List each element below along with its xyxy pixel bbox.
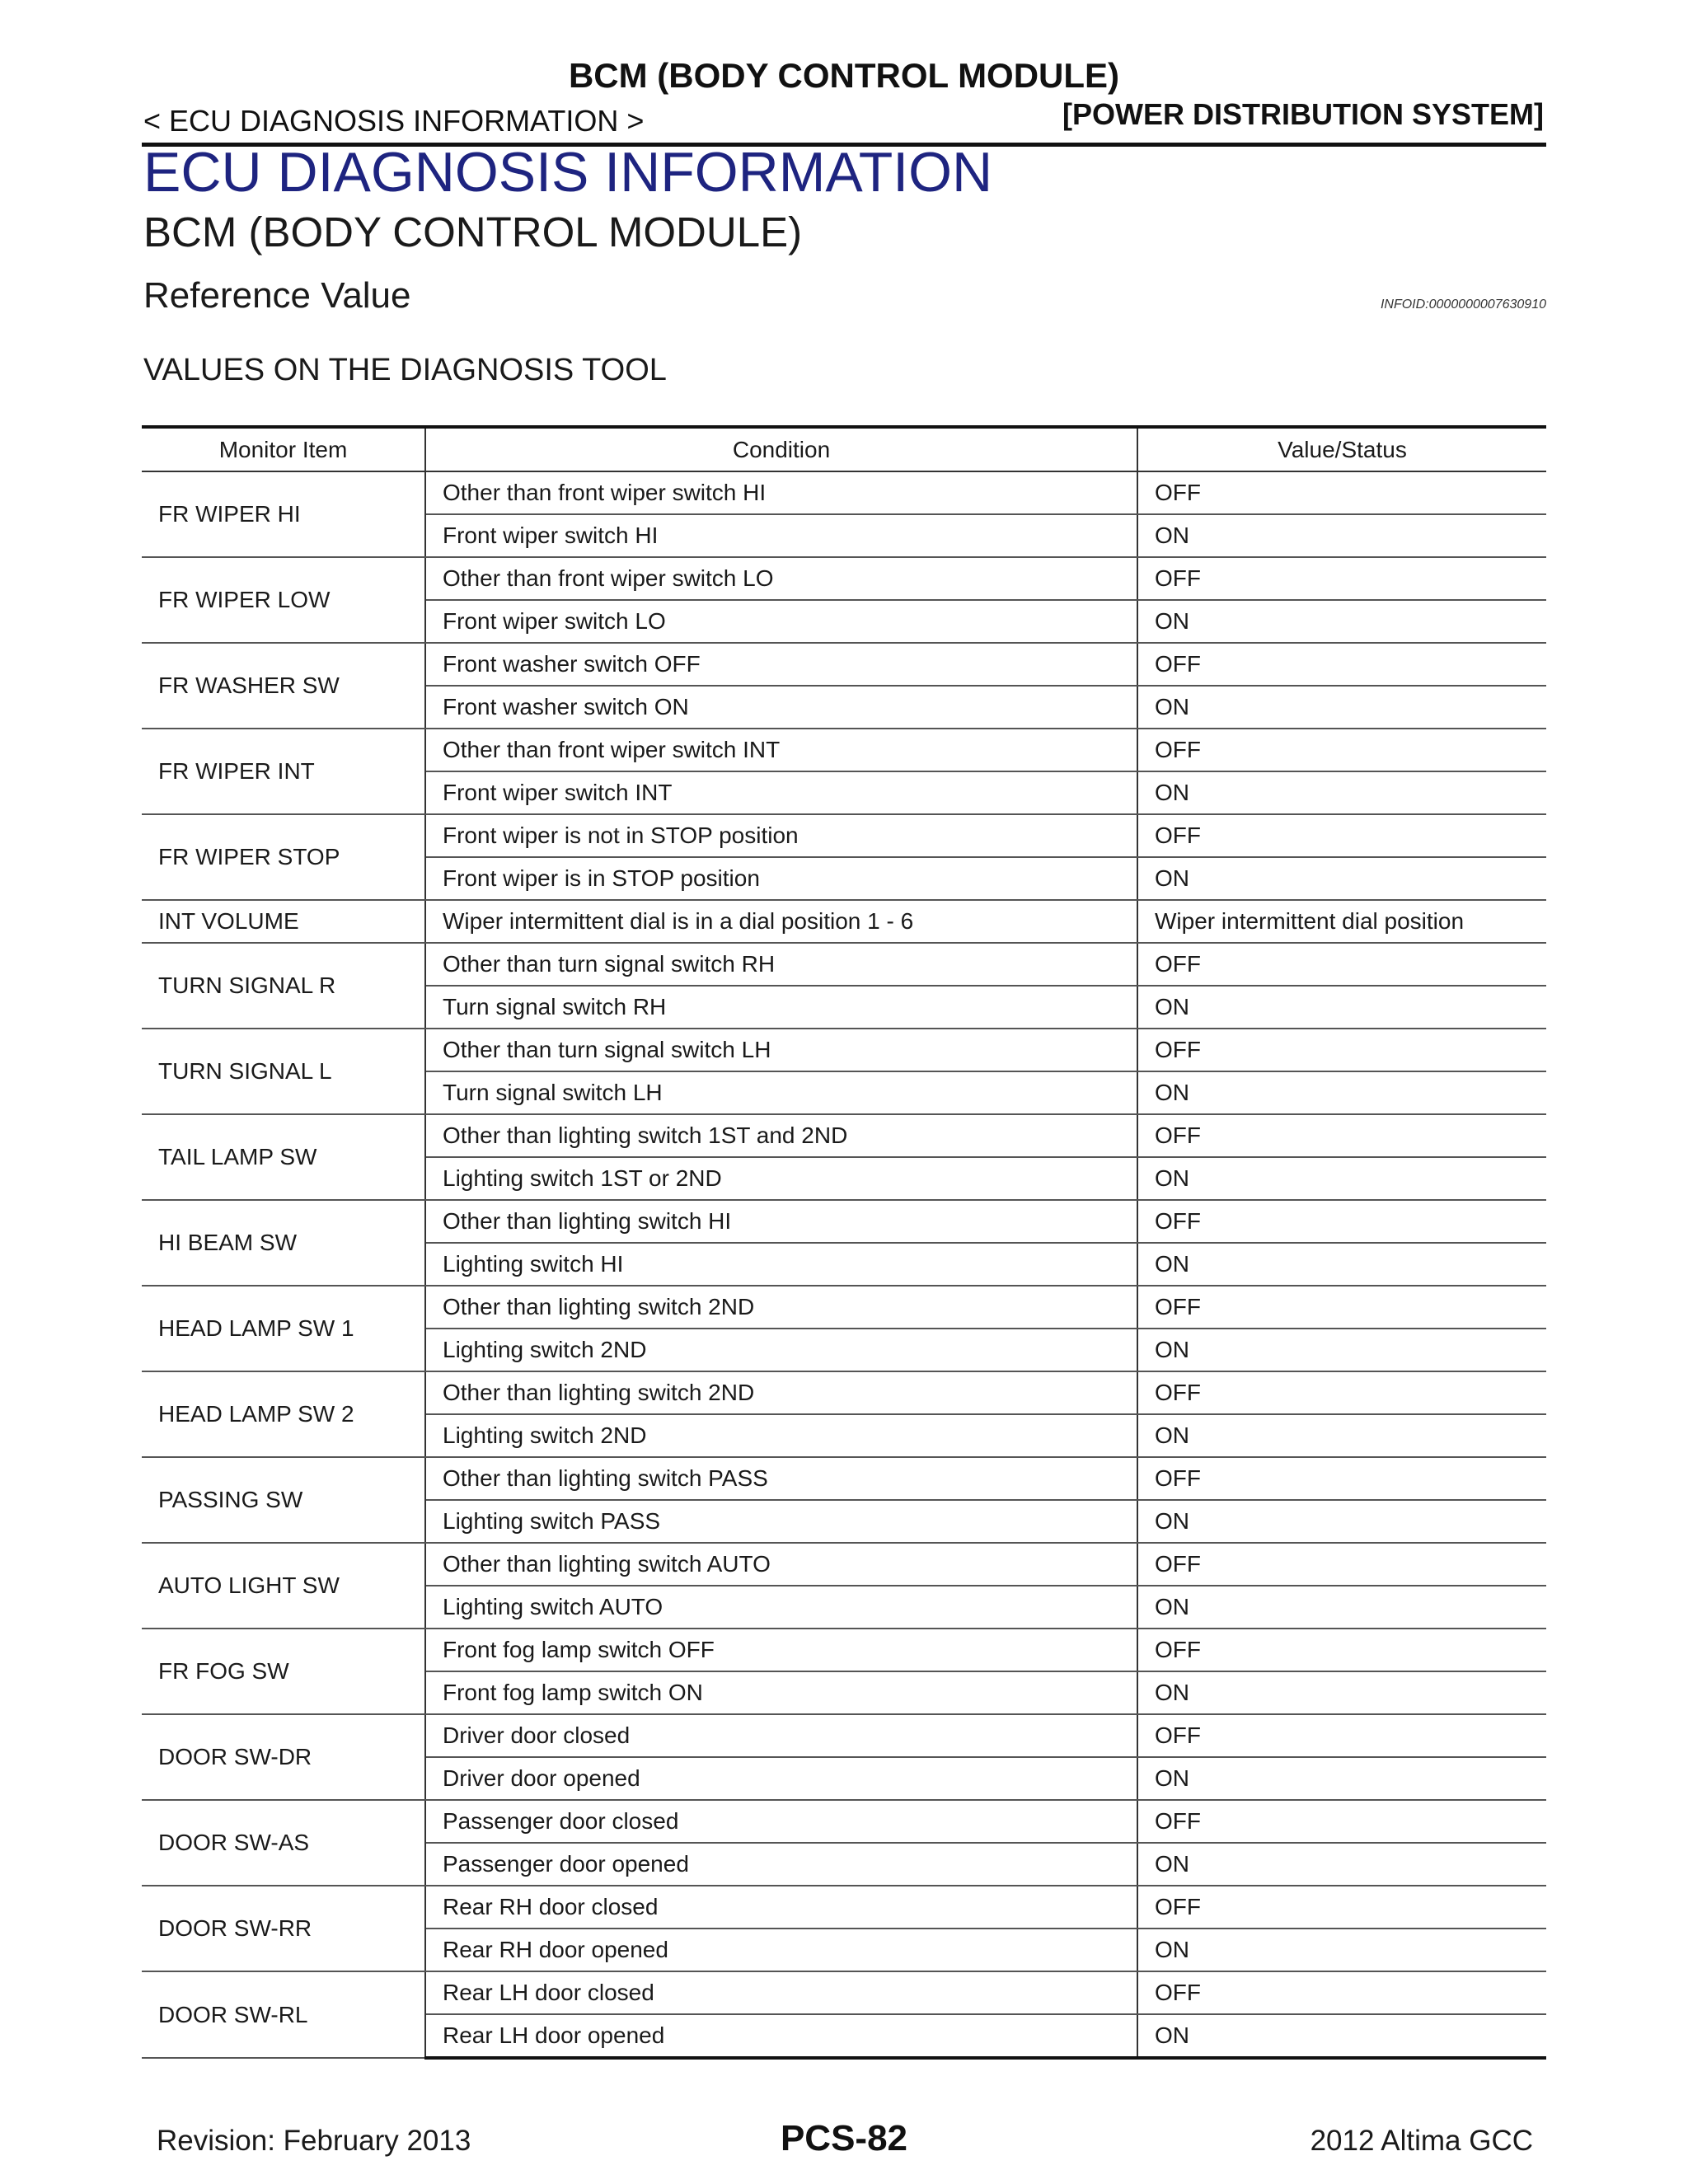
value-status-cell: OFF bbox=[1137, 1886, 1546, 1929]
monitor-item-cell: TAIL LAMP SW bbox=[142, 1114, 425, 1200]
value-status-cell: ON bbox=[1137, 514, 1546, 557]
condition-cell: Passenger door closed bbox=[425, 1800, 1137, 1843]
condition-cell: Wiper intermittent dial is in a dial position 1 - 6 bbox=[425, 900, 1137, 943]
table-row bbox=[142, 1543, 1546, 1586]
condition-cell: Other than front wiper switch INT bbox=[425, 729, 1137, 771]
value-status-cell: ON bbox=[1137, 1586, 1546, 1629]
value-status-cell: OFF bbox=[1137, 471, 1546, 514]
table-row bbox=[142, 1371, 1546, 1414]
value-status-cell: ON bbox=[1137, 1929, 1546, 1971]
value-status-cell: OFF bbox=[1137, 1029, 1546, 1071]
monitor-item-cell: PASSING SW bbox=[142, 1457, 425, 1543]
footer-page-number: PCS-82 bbox=[780, 2118, 908, 2158]
value-status-cell: Wiper intermittent dial position bbox=[1137, 900, 1546, 943]
table-row bbox=[142, 1029, 1546, 1071]
page-header-title: BCM (BODY CONTROL MODULE) bbox=[568, 56, 1120, 95]
condition-cell: Front fog lamp switch OFF bbox=[425, 1629, 1137, 1671]
value-status-cell: OFF bbox=[1137, 729, 1546, 771]
condition-cell: Other than lighting switch HI bbox=[425, 1200, 1137, 1243]
monitor-item-cell: DOOR SW-DR bbox=[142, 1714, 425, 1800]
table-row bbox=[142, 1629, 1546, 1671]
condition-cell: Front wiper is not in STOP position bbox=[425, 814, 1137, 857]
condition-cell: Front washer switch OFF bbox=[425, 643, 1137, 686]
table-row bbox=[142, 943, 1546, 986]
monitor-item-cell: AUTO LIGHT SW bbox=[142, 1543, 425, 1629]
value-status-cell: OFF bbox=[1137, 1714, 1546, 1757]
table-row bbox=[142, 1200, 1546, 1243]
monitor-item-cell: HEAD LAMP SW 1 bbox=[142, 1286, 425, 1371]
value-status-cell: OFF bbox=[1137, 943, 1546, 986]
info-id: INFOID:0000000007630910 bbox=[1380, 298, 1546, 312]
table-row bbox=[142, 1114, 1546, 1157]
value-status-cell: ON bbox=[1137, 857, 1546, 900]
value-status-cell: ON bbox=[1137, 986, 1546, 1029]
value-status-cell: ON bbox=[1137, 1671, 1546, 1714]
value-status-cell: ON bbox=[1137, 771, 1546, 814]
value-status-cell: OFF bbox=[1137, 1371, 1546, 1414]
value-status-cell: ON bbox=[1137, 1757, 1546, 1800]
value-status-cell: OFF bbox=[1137, 814, 1546, 857]
table-row bbox=[142, 1286, 1546, 1329]
monitor-item-cell: DOOR SW-AS bbox=[142, 1800, 425, 1886]
value-status-cell: ON bbox=[1137, 1843, 1546, 1886]
monitor-item-cell: TURN SIGNAL R bbox=[142, 943, 425, 1029]
column-header-value-status: Value/Status bbox=[1137, 427, 1546, 471]
table-row bbox=[142, 643, 1546, 686]
system-label: [POWER DISTRIBUTION SYSTEM] bbox=[1062, 97, 1544, 131]
column-header-condition: Condition bbox=[425, 427, 1137, 471]
monitor-item-cell: TURN SIGNAL L bbox=[142, 1029, 425, 1114]
value-status-cell: ON bbox=[1137, 1329, 1546, 1371]
value-status-cell: ON bbox=[1137, 600, 1546, 643]
monitor-item-cell: FR WIPER INT bbox=[142, 729, 425, 814]
value-status-cell: ON bbox=[1137, 686, 1546, 729]
monitor-item-cell: HEAD LAMP SW 2 bbox=[142, 1371, 425, 1457]
monitor-item-cell: FR WIPER STOP bbox=[142, 814, 425, 900]
condition-cell: Front washer switch ON bbox=[425, 686, 1137, 729]
condition-cell: Other than lighting switch 2ND bbox=[425, 1286, 1137, 1329]
value-status-cell: OFF bbox=[1137, 557, 1546, 600]
table-row bbox=[142, 557, 1546, 600]
table-body bbox=[142, 471, 1546, 2058]
value-status-cell: OFF bbox=[1137, 1286, 1546, 1329]
value-status-cell: OFF bbox=[1137, 1114, 1546, 1157]
footer-model: 2012 Altima GCC bbox=[1310, 2125, 1533, 2157]
condition-cell: Other than lighting switch 1ST and 2ND bbox=[425, 1114, 1137, 1157]
condition-cell: Lighting switch 2ND bbox=[425, 1414, 1137, 1457]
monitor-item-cell: FR FOG SW bbox=[142, 1629, 425, 1714]
condition-cell: Other than lighting switch AUTO bbox=[425, 1543, 1137, 1586]
table-row bbox=[142, 1800, 1546, 1843]
condition-cell: Rear LH door closed bbox=[425, 1971, 1137, 2014]
value-status-cell: OFF bbox=[1137, 1200, 1546, 1243]
condition-cell: Lighting switch HI bbox=[425, 1243, 1137, 1286]
condition-cell: Other than turn signal switch RH bbox=[425, 943, 1137, 986]
monitor-item-cell: DOOR SW-RL bbox=[142, 1971, 425, 2058]
monitor-item-cell: HI BEAM SW bbox=[142, 1200, 425, 1286]
value-status-cell: ON bbox=[1137, 2014, 1546, 2058]
value-status-cell: ON bbox=[1137, 1157, 1546, 1200]
monitor-item-cell: FR WIPER LOW bbox=[142, 557, 425, 643]
table-header-row bbox=[142, 427, 1546, 471]
condition-cell: Front wiper switch HI bbox=[425, 514, 1137, 557]
condition-cell: Other than turn signal switch LH bbox=[425, 1029, 1137, 1071]
value-status-cell: OFF bbox=[1137, 1543, 1546, 1586]
condition-cell: Lighting switch AUTO bbox=[425, 1586, 1137, 1629]
condition-cell: Other than front wiper switch HI bbox=[425, 471, 1137, 514]
value-status-cell: ON bbox=[1137, 1414, 1546, 1457]
condition-cell: Lighting switch 1ST or 2ND bbox=[425, 1157, 1137, 1200]
reference-value-table bbox=[142, 425, 1546, 2060]
table-row bbox=[142, 814, 1546, 857]
value-status-cell: ON bbox=[1137, 1500, 1546, 1543]
condition-cell: Driver door closed bbox=[425, 1714, 1137, 1757]
condition-cell: Front wiper switch INT bbox=[425, 771, 1137, 814]
monitor-item-cell: FR WIPER HI bbox=[142, 471, 425, 557]
subsection-title: BCM (BODY CONTROL MODULE) bbox=[143, 209, 803, 255]
condition-cell: Rear LH door opened bbox=[425, 2014, 1137, 2058]
value-status-cell: OFF bbox=[1137, 1457, 1546, 1500]
table-heading: VALUES ON THE DIAGNOSIS TOOL bbox=[143, 353, 667, 387]
condition-cell: Other than lighting switch PASS bbox=[425, 1457, 1137, 1500]
table-row bbox=[142, 471, 1546, 514]
monitor-item-cell: FR WASHER SW bbox=[142, 643, 425, 729]
condition-cell: Lighting switch 2ND bbox=[425, 1329, 1137, 1371]
table-row bbox=[142, 1457, 1546, 1500]
condition-cell: Rear RH door opened bbox=[425, 1929, 1137, 1971]
table-row bbox=[142, 729, 1546, 771]
condition-cell: Driver door opened bbox=[425, 1757, 1137, 1800]
table-row bbox=[142, 1886, 1546, 1929]
footer-revision: Revision: February 2013 bbox=[157, 2125, 471, 2157]
table-row bbox=[142, 1971, 1546, 2014]
value-status-cell: ON bbox=[1137, 1243, 1546, 1286]
value-status-cell: OFF bbox=[1137, 1629, 1546, 1671]
breadcrumb: < ECU DIAGNOSIS INFORMATION > bbox=[143, 104, 645, 138]
condition-cell: Other than lighting switch 2ND bbox=[425, 1371, 1137, 1414]
column-header-monitor-item: Monitor Item bbox=[142, 427, 425, 471]
condition-cell: Rear RH door closed bbox=[425, 1886, 1137, 1929]
topic-title: Reference Value bbox=[143, 275, 411, 316]
monitor-item-cell: DOOR SW-RR bbox=[142, 1886, 425, 1971]
condition-cell: Turn signal switch LH bbox=[425, 1071, 1137, 1114]
section-title: ECU DIAGNOSIS INFORMATION bbox=[143, 141, 993, 204]
condition-cell: Lighting switch PASS bbox=[425, 1500, 1137, 1543]
value-status-cell: OFF bbox=[1137, 643, 1546, 686]
condition-cell: Front wiper switch LO bbox=[425, 600, 1137, 643]
condition-cell: Front wiper is in STOP position bbox=[425, 857, 1137, 900]
condition-cell: Turn signal switch RH bbox=[425, 986, 1137, 1029]
value-status-cell: OFF bbox=[1137, 1971, 1546, 2014]
monitor-item-cell: INT VOLUME bbox=[142, 900, 425, 943]
value-status-cell: OFF bbox=[1137, 1800, 1546, 1843]
condition-cell: Front fog lamp switch ON bbox=[425, 1671, 1137, 1714]
condition-cell: Other than front wiper switch LO bbox=[425, 557, 1137, 600]
condition-cell: Passenger door opened bbox=[425, 1843, 1137, 1886]
table-row bbox=[142, 900, 1546, 943]
value-status-cell: ON bbox=[1137, 1071, 1546, 1114]
table-row bbox=[142, 1714, 1546, 1757]
